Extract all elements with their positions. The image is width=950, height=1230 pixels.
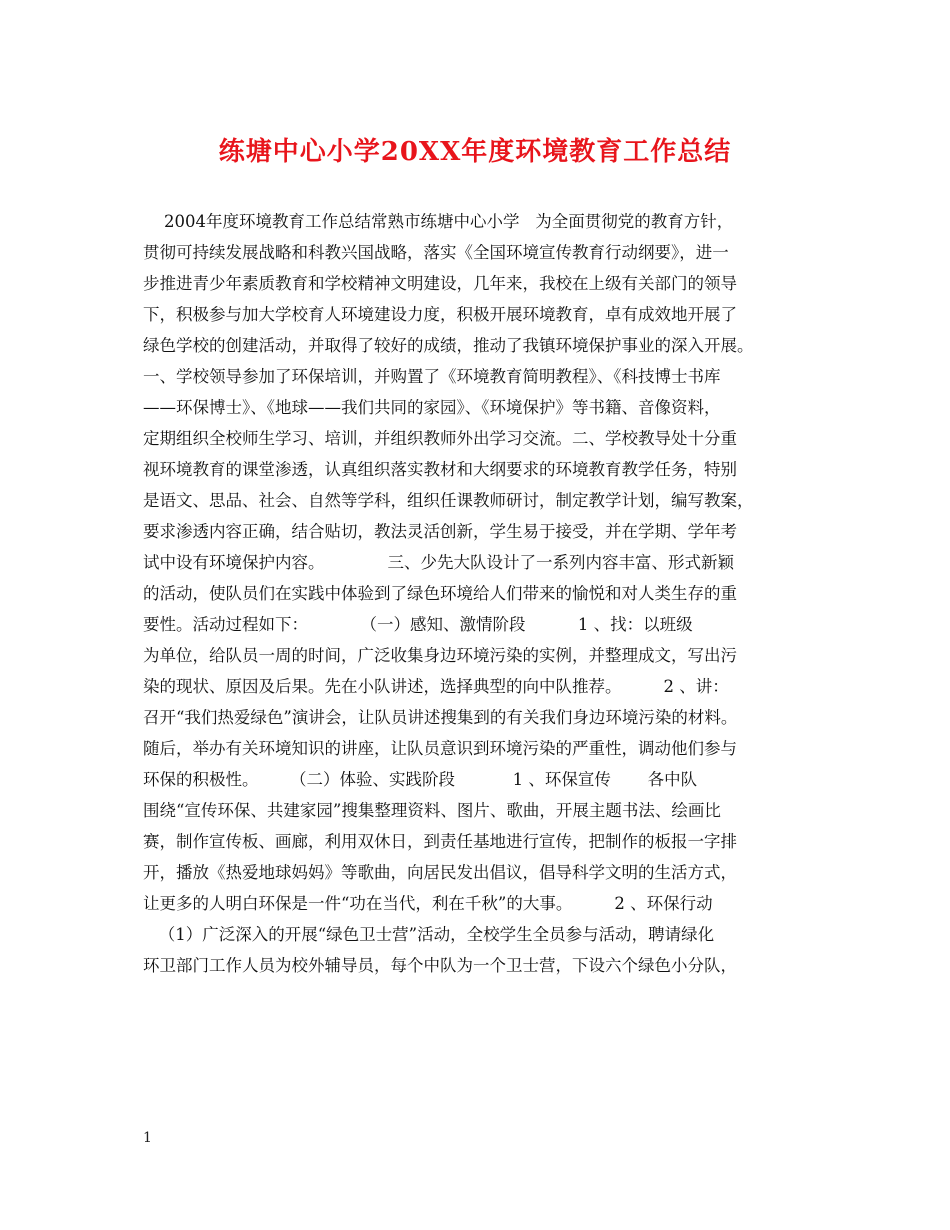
body-line: 为单位，给队员一周的时间，广泛收集身边环境污染的实例，并整理成文，写出污 [143, 646, 737, 665]
body-line: 下，积极参与加大学校育人环境建设力度，积极开展环境教育，卓有成效地开展了 [143, 305, 737, 324]
body-line: 随后，举办有关环境知识的讲座，让队员意识到环境污染的严重性，调动他们参与 [143, 739, 737, 758]
page-number: 1 [143, 1130, 152, 1146]
body-line: 贯彻可持续发展战略和科教兴国战略，落实《全国环境宣传教育行动纲要》，进一 [143, 243, 729, 262]
body-line: 让更多的人明白环保是一件“功在当代，利在千秋”的大事。 2 、环保行动 [143, 894, 713, 913]
body-line: 环保的积极性。 （二）体验、实践阶段 1 、环保宣传 各中队 [143, 770, 698, 789]
body-line: 环卫部门工作人员为校外辅导员，每个中队为一个卫士营，下设六个绿色小分队， [143, 956, 737, 975]
body-line: （1）广泛深入的开展“绿色卫士营”活动，全校学生全员参与活动，聘请绿化 [143, 925, 715, 944]
body-line: 要性。活动过程如下： （一）感知、激情阶段 1 、找：以班级 [143, 615, 693, 634]
body-line: 步推进青少年素质教育和学校精神文明建设，几年来，我校在上级有关部门的领导 [143, 274, 737, 293]
body-line: 一、学校领导参加了环保培训，并购置了《环境教育简明教程》、《科技博士书库 [143, 367, 721, 386]
document-body [143, 206, 823, 981]
body-line: ——环保博士》、《地球——我们共同的家园》、《环境保护》等书籍、音像资料， [143, 398, 721, 417]
body-line: 染的现状、原因及后果。先在小队讲述，选择典型的向中队推荐。 2 、讲： [143, 677, 729, 696]
body-line: 定期组织全校师生学习、培训，并组织教师外出学习交流。二、学校教导处十分重 [143, 429, 737, 448]
body-line: 试中设有环境保护内容。 三、少先大队设计了一系列内容丰富、形式新颖 [143, 553, 734, 572]
body-line: 要求渗透内容正确，结合贴切，教法灵活创新，学生易于接受，并在学期、学年考 [143, 522, 737, 541]
body-line: 视环境教育的课堂渗透，认真组织落实教材和大纲要求的环境教育教学任务，特别 [143, 460, 737, 479]
body-line: 召开“我们热爱绿色”演讲会，让队员讲述搜集到的有关我们身边环境污染的材料。 [143, 708, 738, 727]
body-line: 赛，制作宣传板、画廊，利用双休日，到责任基地进行宣传，把制作的板报一字排 [143, 832, 737, 851]
body-line: 绿色学校的创建活动，并取得了较好的成绩，推动了我镇环境保护事业的深入开展。 [143, 336, 754, 355]
body-line: 是语文、思品、社会、自然等学科，组织任课教师研讨，制定教学计划，编写教案， [143, 491, 754, 510]
body-line: 围绕“宣传环保、共建家园”搜集整理资料、图片、歌曲，开展主题书法、绘画比 [143, 801, 721, 820]
body-line: 2004年度环境教育工作总结常熟市练塘中心小学 为全面贯彻党的教育方针， [143, 212, 734, 231]
body-line: 的活动，使队员们在实践中体验到了绿色环境给人们带来的愉悦和对人类生存的重 [143, 584, 737, 603]
document-title: 练塘中心小学20XX年度环境教育工作总结 [218, 137, 732, 167]
body-line: 开，播放《热爱地球妈妈》等歌曲，向居民发出倡议，倡导科学文明的生活方式， [143, 863, 737, 882]
